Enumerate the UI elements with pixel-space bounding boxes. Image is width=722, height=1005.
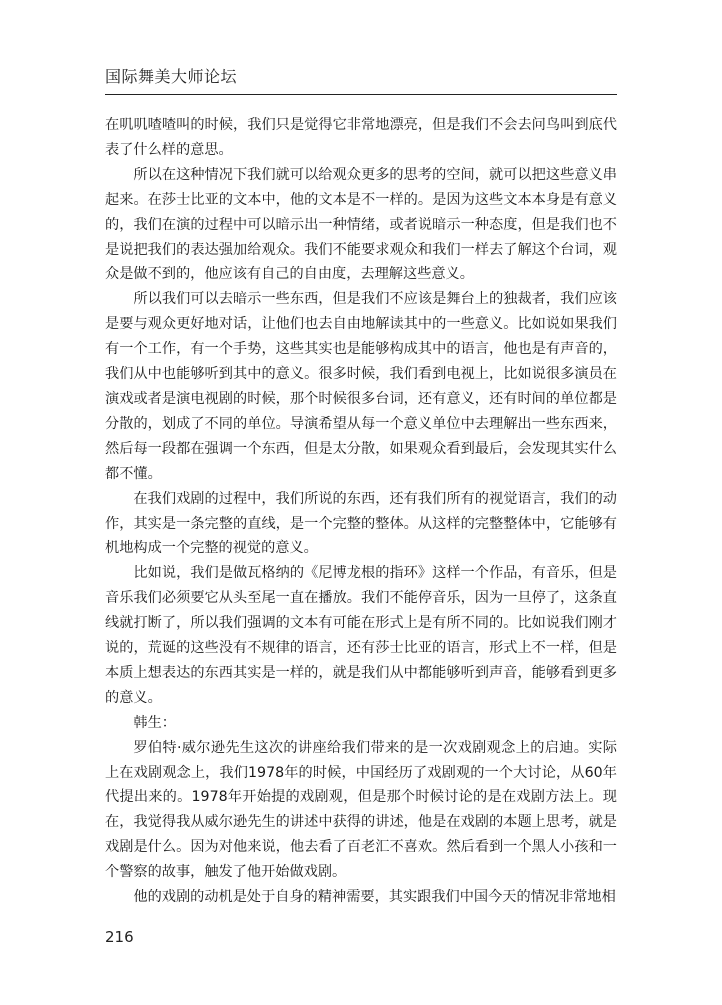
running-header bbox=[105, 66, 617, 95]
paragraph-2: 所以在这种情况下我们就可以给观众更多的思考的空间，就可以把这些意义串起来。在莎士比亚的文本中，他的文本是不一样的。是因为这些文本本身是有意义的，我们在演的过程中可以暗示出一种情绪，或者说暗示一种态度，但是我们也不是说把我们的表达强加给观众。我们不能要求观众和我们一样去了解这个台词，观众是做不到的，他应该有自己的自由度，去理解这些意义。 bbox=[105, 166, 617, 283]
page-number: 216 bbox=[105, 928, 134, 946]
header-title: 国际舞美大师论坛 bbox=[105, 67, 238, 86]
paragraph-6: 罗伯特·威尔逊先生这次的讲座给我们带来的是一次戏剧观念上的启迪。实际上在戏剧观念上，我们1978年的时候，中国经历了戏剧观的一个大讨论，从60年代提出来的。1978年开始提的戏剧观，但是那个时候讨论的是在戏剧方法上。现在，我觉得我从威尔逊先生的讲述中获得的讲述，他是在戏剧的本题上思考，就是戏剧是什么。因为对他来说，他去看了百老汇不喜欢。然后看到一个黑人小孩和一个警察的故事，触发了他开始做戏剧。 bbox=[105, 739, 617, 881]
body-text bbox=[105, 113, 617, 910]
paragraph-3: 所以我们可以去暗示一些东西，但是我们不应该是舞台上的独裁者，我们应该是要与观众更好地对话，让他们也去自由地解读其中的一些意义。比如说如果我们有一个工作，有一个手势，这些其实也是能够构成其中的语言，他也是有声音的，我们从中也能够听到其中的意义。很多时候，我们看到电视上，比如说很多演员在演戏或者是演电视剧的时候，那个时候很多台词，还有意义，还有时间的单位都是分散的，划成了不同的单位。导演希望从每一个意义单位中去理解出一些东西来，然后每一段都在强调一个东西，但是太分散，如果观众看到最后，会发现其实什么都不懂。 bbox=[105, 291, 617, 482]
paragraph-5: 比如说，我们是做瓦格纳的《尼博龙根的指环》这样一个作品，有音乐，但是音乐我们必须要它从头至尾一直在播放。我们不能停音乐，因为一旦停了，这条直线就打断了，所以我们强调的文本有可能在形式上是有所不同的。比如说我们刚才说的，荒诞的这些没有不规律的语言，还有莎士比亚的语言，形式上不一样，但是本质上想表达的东西其实是一样的，就是我们从中都能够听到声音，能够看到更多的意义。 bbox=[105, 565, 617, 706]
paragraph-4: 在我们戏剧的过程中，我们所说的东西，还有我们所有的视觉语言，我们的动作，其实是一条完整的直线，是一个完整的整体。从这样的完整整体中，它能够有机地构成一个完整的视觉的意义。 bbox=[105, 490, 617, 557]
paragraph-1: 在叽叽喳喳叫的时候，我们只是觉得它非常地漂亮，但是我们不会去问鸟叫到底代表了什么样的意思。 bbox=[105, 117, 617, 158]
speaker-label: 韩生： bbox=[133, 714, 176, 731]
paragraph-7: 他的戏剧的动机是处于自身的精神需要，其实跟我们中国今天的情况非常地相 bbox=[133, 889, 616, 906]
